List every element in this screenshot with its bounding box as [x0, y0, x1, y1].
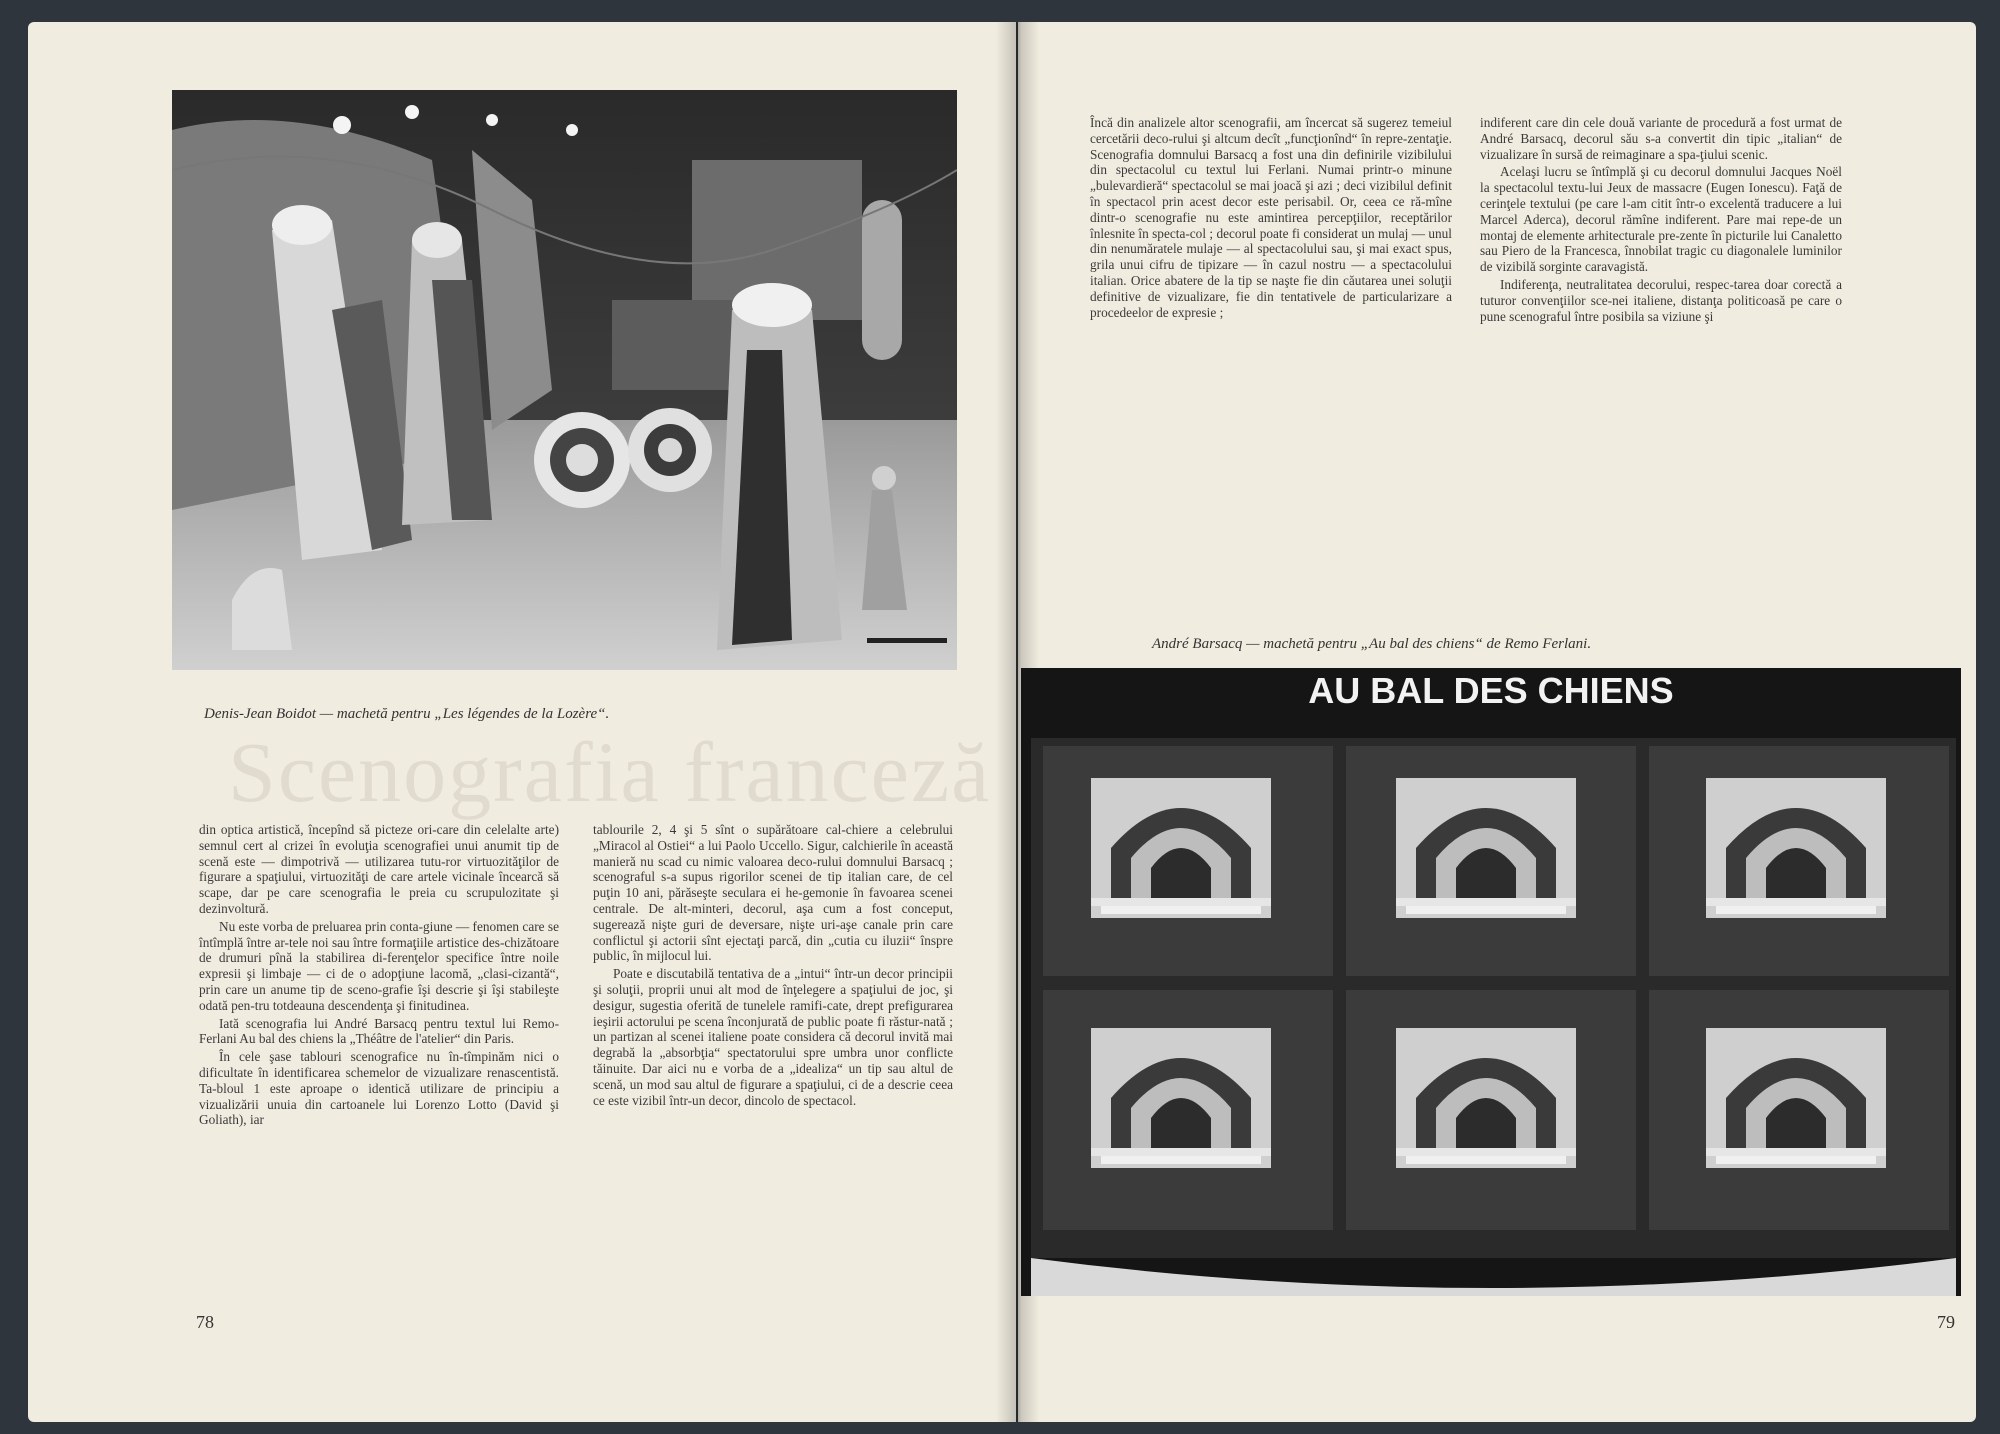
- right-column-2: [1480, 115, 1842, 326]
- photo-caption-left: Denis-Jean Boidot — machetă pentru „Les légendes de la Lozère“.: [204, 706, 610, 722]
- page-number-left: 78: [196, 1312, 214, 1332]
- left-column-1: [199, 822, 559, 1130]
- paragraph: din optica artistică, începînd să picteze ori-care din celelalte arte) semnul cert al crizei în evoluţia scenografiei unui anumit tip de scenă este — dimpotrivă — utilizarea tutu-ror virtuozităţilor de figurare a spaţiului, virtuozităţi de care artele vicinale încearcă să scape, dar pe care scenografia le preia cu scrupulozitate şi dezinvoltură.: [199, 822, 559, 916]
- paragraph: Acelaşi lucru se întîmplă şi cu decorul domnului Jacques Noël la spectacolul textu-lui Jeux de massacre (Eugen Ionescu). Faţă de cerinţele textului (pe care l-am citit într-o excelentă traducere a lui Marcel Aderca), decorul rămîne indiferent. Pare mai repe-de un montaj de elemente arhitecturale pre-zente în picturile lui Canaletto sau Piero de la Francesca, înnobilat tragic cu diagonalele luminilor de vizibilă sorginte caravagistă.: [1480, 164, 1842, 275]
- sign-au-bal-des-chiens: AU BAL DES CHIENS: [1308, 670, 1674, 711]
- paragraph: tablourile 2, 4 şi 5 sînt o supărătoare cal-chiere a celebrului „Miracol al Ostiei“ a lui Paolo Uccello. Sigur, calchierile în această manieră nu scad cu nimic valoarea deco-rului domnului Barsacq ; scenograful s-a supus rigorilor scenei de tip italian care, de cel puţin 10 ani, părăseşte seculara ei he-gemonie în favoarea scenei centrale. De alt-minteri, decorul, aşa cum a fost conceput, sugerează nişte guri de deversare, nişte uri-aşe canale prin care conflictul şi actorii sînt ejectaţi parcă, din „cutia cu iluzii“ înspre public, în mijlocul lui.: [593, 822, 953, 964]
- paragraph: Iată scenografia lui André Barsacq pentru textul lui Remo-Ferlani Au bal des chiens la „Théâtre de l'atelier“ din Paris.: [199, 1015, 559, 1047]
- paragraph: În cele şase tablouri scenografice nu în-tîmpinăm nici o dificultate în identificarea schemelor de vizualizare renascentistă. Ta-bloul 1 este aproape o identică utilizare de principiu a vizualizării unuia din cartoanele lui Lorenzo Lotto (David şi Goliath), iar: [199, 1049, 559, 1128]
- photo-boidot-model: [172, 90, 957, 670]
- paragraph: Indiferenţa, neutralitatea decorului, respec-tarea doar corectă a tuturor convenţiilor sce-nei italiene, distanţa politicoasă pe care o pune scenograful între posibila sa viziune şi: [1480, 276, 1842, 324]
- paragraph: Nu este vorba de preluarea prin conta-giune — fenomen care se întîmplă între ar-tele noi sau între formaţiile artistice des-chizătoare de drumuri pînă la stabilirea di-ferenţelor specifice între noile expresii şi limbaje — ci de o adopţiune lacomă, „clasi-cizantă“, prin care un anume tip de sceno-grafie îşi descrie şi îşi stabileşte odată pen-tru totdeauna descendenţa şi finitudinea.: [199, 918, 559, 1013]
- photo-barsacq-model: [1021, 668, 1961, 1296]
- paragraph: Poate e discutabilă tentativa de a „intui“ într-un decor principii şi soluţii, proprii unui alt mod de înţelegere a spaţiului de joc, şi desigur, sugestia oferită de tunelele ramifi-cate, drept prefigurarea ieşirii actorului pe scena înconjurată de public poate fi răstur-nată ; un partizan al scenei italiene poate considera că decorul invită mai degrabă la „absorbţia“ spectatorului spre umbra unor conflicte tăinuite. Dar aici nu e vorba de a „idealiza“ un tip sau altul de scenă, un mod sau altul de figurare a spaţiului, ci de a descrie ceea ce este vizibil într-un decor, dincolo de spectacol.: [593, 966, 953, 1108]
- paragraph: indiferent care din cele două variante de procedură a fost urmat de André Barsacq, decorul său s-a convertit din tipic „italian“ de vizualizare în sursă de reimaginare a spa-ţiului scenic.: [1480, 115, 1842, 162]
- right-column-1: [1090, 115, 1452, 322]
- watermark-title: Scenografia franceză: [228, 724, 992, 820]
- page-number-right: 79: [1937, 1312, 1955, 1332]
- photo-caption-right: André Barsacq — machetă pentru „Au bal des chiens“ de Remo Ferlani.: [1152, 636, 1592, 652]
- left-column-2: [593, 822, 953, 1110]
- paragraph: Încă din analizele altor scenografii, am încercat să sugerez temeiul cercetării deco-rului şi altcum decît „funcţionînd“ în repre-zentaţie. Scenografia domnului Barsacq a fost una din definirile vizibilului din spectacolul cu textul lui Ferlani. Numai printr-o minune „bulevardieră“ spectacolul se mai joacă şi azi ; deci vizibilul definit în spectacol prin acest decor este perisabil. Or, ceea ce ră-mîne dintr-o scenografie nu este amintirea percepţiilor, receptărilor înlesnite în specta-col ; decorul poate fi considerat un mulaj — unul din nenumăratele mulaje — al spectacolului sau, şi mai exact spus, grila unui cifru de tipizare — în cazul nostru — a spectacolului italian. Orice abatere de la tip se naşte fie din căutarea unei soluţii definitive de vizualizare, fie din tentativele de particularizare a procedeelor de expresie ;: [1090, 115, 1452, 320]
